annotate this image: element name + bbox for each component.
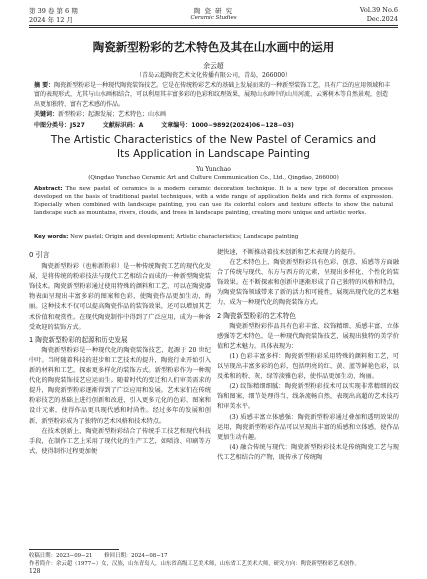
- keywords-cn: [34, 110, 393, 119]
- section-heading: 0 引言: [29, 251, 50, 259]
- author-en: Yu Yunchao: [196, 166, 231, 173]
- journal-name-en: Ceramic Studies: [190, 15, 237, 21]
- abstract-cn-text: 陶瓷新型粉彩是一种现代陶瓷装饰技艺。它是在传统粉彩艺术的基础上发展而来的一种新型装饰工艺，具有广泛的应用领域和丰富的表现形式，尤其与山水画相结合，可以利用其丰富多彩的色彩和纹理效果，展现山水画中的山川河流、云雾树木等自然景观，创造出更加独特、富有艺术感的作品。: [34, 82, 391, 108]
- footnote: [29, 549, 398, 568]
- author-cn: 余云超: [203, 62, 224, 70]
- title-en-line-2: Its Application in Landscape Painting: [117, 147, 310, 160]
- article-title-cn: 陶瓷新型粉彩的艺术特色及其在山水画中的运用: [92, 40, 335, 54]
- abstract-en-text: The new pastel of ceramics is a modern ceramic decoration technique. It is a new type of decoration process developed on the basis of traditional pastel techniques, with a wide range of application fields and rich forms of expression. Especially when combined with landscape painting, you can use its colorful colors and texture effects to show the natural landscape such as mountains, rivers, clouds, and trees in landscape painting, creating more unique and artistic works.: [34, 186, 393, 217]
- running-header: [0, 0, 427, 34]
- header-rule-bottom: [29, 27, 398, 28]
- header-rule-top: [29, 25, 398, 26]
- author-bio: 作者简介：余云超（1977−）女，汉族，山东青岛人，山东省高级工艺美术师，山东省工艺美术大师，研究方向：陶瓷新型粉彩艺术创作。: [29, 561, 360, 567]
- body-paragraph: (3) 质感丰富立体感强：陶瓷新型粉彩通过叠加和透明效果的运用，陶瓷新型粉彩作品可以呈现出丰富的质感和立体感，使作品更加生动有趣。: [217, 413, 399, 441]
- body-paragraph: (2) 纹饰精细细腻：陶瓷新型粉彩技术可以实现非常精细的纹饰和图案，细节处理得当，线条流畅自然，表现出高超的艺术技巧和审美水平。: [217, 383, 399, 411]
- date-cn: 2024 年 12 月: [29, 16, 74, 24]
- body-paragraph: 在技术创新上，陶瓷新型粉彩结合了传统手工技艺和现代科技手段，在制作工艺上采用了现代化的生产工艺，如喷涂、印刷等方式，使得制作过程更加便: [29, 427, 211, 455]
- abstract-cn: [34, 81, 393, 109]
- article-number: 文章编号：1000−9892(2024)06−128−03): [161, 122, 294, 129]
- body-paragraph: 捷快速，不断推动着技术创新和艺术表现力的提升。: [217, 249, 360, 256]
- keywords-en-text: New pastel; Origin and development; Artistic characteristics; Landscape painting: [70, 234, 299, 240]
- journal-name-cn: 陶 瓷 研 究: [193, 7, 234, 15]
- article-title-en: [0, 134, 427, 161]
- page-number: 128: [29, 568, 41, 575]
- section-heading: 1 陶瓷新型粉彩的起源和历史发展: [29, 335, 128, 344]
- affiliation-en: (Qingdao Yunchao Ceramic Art and Culture Communication Co., Ltd., Qingdao, 266000): [88, 175, 339, 181]
- keywords-en-label: Key words:: [34, 234, 69, 240]
- keywords-cn-label: 关键词：: [34, 111, 59, 118]
- section-heading: 2 陶瓷新型粉彩的艺术特色: [217, 311, 296, 320]
- keywords-en: [34, 234, 393, 240]
- body-paragraph: 在艺术特色上，陶瓷新型粉彩具有色彩、创意、质感等方面融合了传统与现代、东方与西方的元素，呈现出多样化、个性化的装饰效果。在不断探索和创新中逐渐形成了自己独特的风格和特点，为陶瓷装饰领域带来了新的活力和可能性，展现出现代化的艺术魅力，成为一种现代化的陶瓷装饰方式。: [217, 259, 399, 307]
- abstract-en: [34, 185, 393, 217]
- abstract-cn-label: 摘 要：: [34, 82, 55, 89]
- volume-label: Vol.39 No.6: [359, 6, 398, 14]
- body-column-left: [29, 248, 211, 457]
- issue-label: 第 39 卷 第 6 期: [29, 7, 78, 15]
- body-paragraph: 陶瓷新型粉彩作品具有色彩丰富、纹饰精细、质感丰富、立体感强等艺术特色，是一种现代陶瓷装饰技艺，展现出独特的美学价值和艺术魅力。具体表现为：: [217, 322, 399, 350]
- received-date: 收稿日期：2023−09−21: [29, 553, 93, 559]
- body-column-right: [217, 248, 399, 463]
- keywords-cn-text: 新型粉彩；起源发展；艺术特色；山水画: [58, 111, 167, 118]
- abstract-en-label: Abstract:: [34, 186, 63, 192]
- title-en-line-1: The Artistic Characteristics of the New Pastel of Ceramics and: [50, 134, 377, 146]
- document-code: 文献标识码：A: [102, 122, 144, 129]
- affiliation-cn: （青岛云超陶瓷艺术文化传播有限公司，青岛，266000）: [136, 72, 291, 79]
- body-paragraph: (4) 融合传统与现代：陶瓷新型粉彩技术是传统陶瓷工艺与现代工艺相结合的产物，既传承了传统陶: [217, 443, 399, 461]
- revised-date: 修回日期：2024−08−17: [104, 553, 168, 559]
- body-paragraph: 陶瓷新型粉彩（也称新粉彩）是一种传统陶瓷工艺的现代化发展，是将传统的粉彩技法与现代工艺相结合而成的一种新型陶瓷装饰技术。陶瓷新型粉彩通过使用特殊的颜料和工艺，可以在陶瓷器物表面呈现出丰富多彩的图案和色彩，使陶瓷作品更加生动、绚丽。这种技术不仅可以提高陶瓷作品的装饰效果，还可以增加其艺术价值和观赏性。在现代陶瓷制作中得到了广泛应用，成为一种备受欢迎的装饰方式。: [29, 263, 211, 331]
- body-paragraph: 陶瓷新型粉彩是一种现代化的陶瓷装饰技艺，起源于 20 世纪中叶。当时随着科技的进步和工艺技术的提升，陶瓷行业开始引入新的材料和工艺，探索更多样化的装饰方式。新型粉彩作为一种现代化的陶瓷装饰技艺应运而生。随着时代的变迁和人们审美需求的提升，陶瓷新型粉彩逐渐得到了广泛应用和发展。艺术家们在传统粉彩技艺的基础上进行创新和改进，引入更多元化的色彩、图案和设计元素，使得作品更具现代感和时尚性。经过多年的发展和创新，新型粉彩成为了独特的艺术风格和技术特点。: [29, 346, 211, 425]
- footnote-rule: [29, 549, 119, 550]
- class-number: 中图分类号：J527: [34, 122, 85, 129]
- classification-line: [34, 120, 393, 129]
- date-en: Dec.2024: [366, 15, 398, 23]
- body-paragraph: (1) 色彩丰富多样：陶瓷新型粉彩采用特殊的颜料和工艺，可以呈现出丰富多彩的色彩，包括明亮的红、黄、蓝等鲜艳色彩，以及柔和的粉、灰、绿等淡雅色彩，使作品更加生动、绚丽。: [217, 352, 399, 381]
